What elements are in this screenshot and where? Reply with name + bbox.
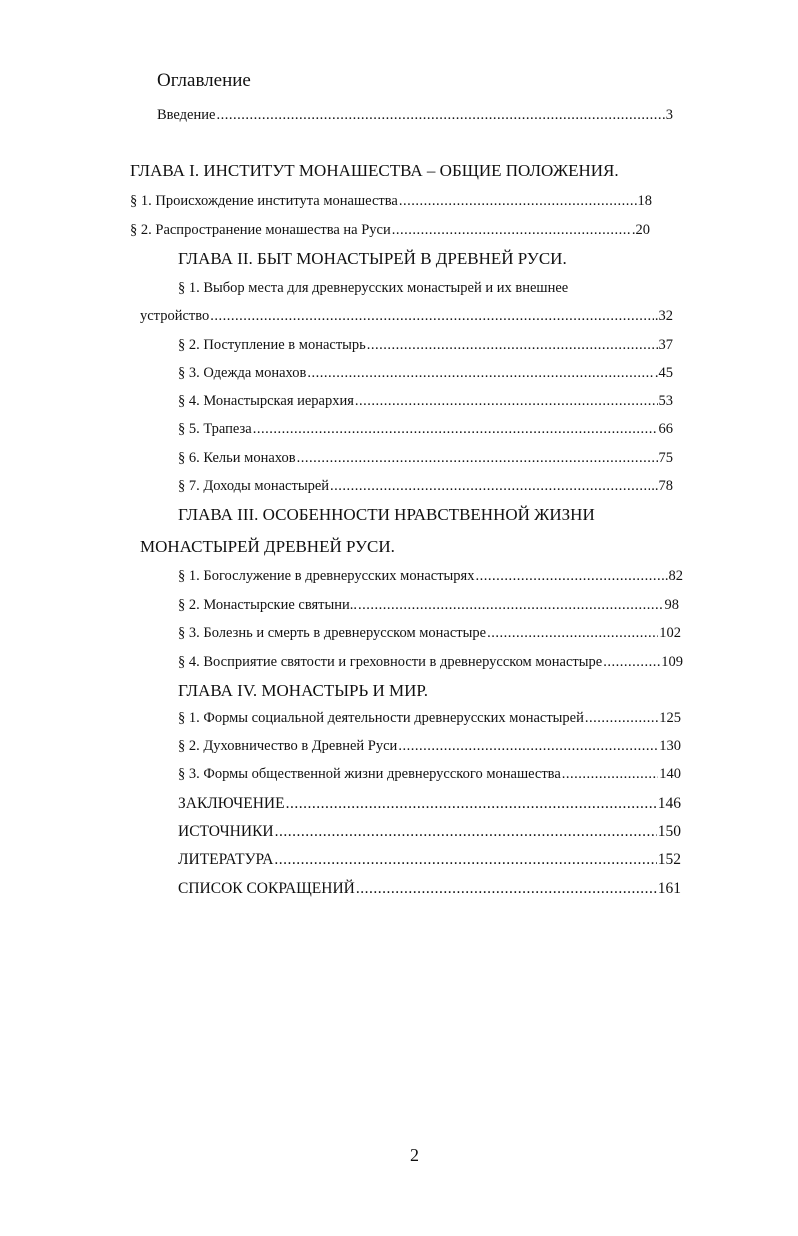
dot-leader xyxy=(585,710,658,727)
toc-entry-label: § 2. Духовничество в Древней Руси xyxy=(178,738,398,754)
dot-leader xyxy=(487,625,658,642)
toc-entry[interactable] xyxy=(178,766,681,783)
toc-entry[interactable] xyxy=(178,625,681,642)
toc-entry-page: ..78 xyxy=(651,478,673,494)
toc-entry[interactable] xyxy=(178,337,673,354)
toc-entry-label: § 2. Распространение монашества на Руси xyxy=(130,222,391,238)
dot-leader xyxy=(210,308,654,325)
dot-leader xyxy=(475,568,663,585)
toc-entry-label: § 3. Одежда монахов xyxy=(178,365,307,381)
chapter-3-title: ГЛАВА III. ОСОБЕННОСТИ НРАВСТВЕННОЙ ЖИЗНИ xyxy=(178,505,595,524)
toc-title: Оглавление xyxy=(157,70,251,91)
toc-entry-page: 140 xyxy=(659,766,681,782)
dot-leader xyxy=(297,450,658,467)
dot-leader xyxy=(307,365,654,382)
toc-entry-page: 125 xyxy=(659,710,681,726)
toc-entry-page: 161 xyxy=(657,880,681,897)
toc-entry-label[interactable]: § 1. Выбор места для древнерусских монастырей и их внешнее xyxy=(178,280,569,296)
toc-entry-label: СПИСОК СОКРАЩЕНИЙ xyxy=(178,880,355,897)
toc-entry-intro[interactable] xyxy=(157,107,673,124)
toc-entry[interactable] xyxy=(178,478,673,495)
toc-entry[interactable] xyxy=(178,421,673,438)
toc-entry-label-continued: устройство xyxy=(140,308,210,324)
dot-leader xyxy=(399,193,637,210)
toc-entry[interactable] xyxy=(178,450,673,467)
toc-entry-page: .32 xyxy=(654,308,673,324)
chapter-2-title: ГЛАВА II. БЫТ МОНАСТЫРЕЙ В ДРЕВНЕЙ РУСИ. xyxy=(178,249,567,268)
dot-leader xyxy=(355,393,658,410)
toc-entry-label: § 1. Происхождение института монашества xyxy=(130,193,398,209)
toc-entry-page: 66 xyxy=(658,421,673,437)
toc-entry[interactable] xyxy=(178,738,681,755)
toc-entry-page: 109 xyxy=(661,654,683,670)
dot-leader xyxy=(392,222,631,239)
toc-entry[interactable] xyxy=(178,710,681,727)
toc-entry-page: 18 xyxy=(637,193,652,209)
toc-entry[interactable] xyxy=(178,393,673,410)
page-number: 2 xyxy=(410,1145,419,1165)
toc-entry-page: .82 xyxy=(664,568,683,584)
dot-leader xyxy=(274,851,656,869)
toc-entry-page: 150 xyxy=(657,823,681,840)
toc-entry-page: 130 xyxy=(659,738,681,754)
toc-entry-page: 102 xyxy=(659,625,681,641)
toc-entry[interactable] xyxy=(178,654,683,671)
toc-entry-label: § 3. Формы общественной жизни древнерусского монашества xyxy=(178,766,561,782)
toc-entry-label: § 2. Поступление в монастырь xyxy=(178,337,366,353)
toc-entry-literature[interactable] xyxy=(178,851,681,869)
dot-leader xyxy=(603,654,660,671)
toc-entry-label: ЛИТЕРАТУРА xyxy=(178,851,274,868)
chapter-4-title: ГЛАВА IV. МОНАСТЫРЬ И МИР. xyxy=(178,681,429,700)
toc-entry-page: .45 xyxy=(654,365,673,381)
dot-leader xyxy=(286,795,657,813)
toc-entry-label: § 6. Кельи монахов xyxy=(178,450,296,466)
toc-entry-label: § 5. Трапеза xyxy=(178,421,252,437)
toc-entry-abbreviations[interactable] xyxy=(178,880,681,898)
toc-entry-page: 75 xyxy=(658,450,673,466)
chapter-3-title-continued: МОНАСТЫРЕЙ ДРЕВНЕЙ РУСИ. xyxy=(140,537,395,556)
toc-entry-page: 152 xyxy=(657,851,681,868)
dot-leader xyxy=(367,337,658,354)
toc-entry-page: 146 xyxy=(657,795,681,812)
dot-leader xyxy=(358,597,663,614)
dot-leader xyxy=(253,421,658,438)
dot-leader xyxy=(330,478,650,495)
toc-entry-label: § 4. Монастырская иерархия xyxy=(178,393,354,409)
toc-entry-page: 53 xyxy=(658,393,673,409)
toc-entry-label: Введение xyxy=(157,107,216,123)
toc-entry-label: § 2. Монастырские святыни.. xyxy=(178,597,358,613)
dot-leader xyxy=(562,766,658,783)
toc-entry-label: ЗАКЛЮЧЕНИЕ xyxy=(178,795,285,812)
chapter-1-title: ГЛАВА I. ИНСТИТУТ МОНАШЕСТВА – ОБЩИЕ ПОЛОЖЕНИЯ. xyxy=(130,161,619,180)
toc-entry-label: ИСТОЧНИКИ xyxy=(178,823,274,840)
dot-leader xyxy=(398,738,658,755)
toc-entry-label: § 4. Восприятие святости и греховности в древнерусском монастыре xyxy=(178,654,603,670)
toc-entry-label: § 1. Формы социальной деятельности древнерусских монастырей xyxy=(178,710,584,726)
toc-entry-label: § 7. Доходы монастырей xyxy=(178,478,330,494)
toc-entry[interactable] xyxy=(178,568,683,585)
dot-leader xyxy=(275,823,657,841)
dot-leader xyxy=(356,880,657,898)
toc-entry[interactable] xyxy=(178,365,673,382)
toc-entry-conclusion[interactable] xyxy=(178,795,681,813)
toc-entry[interactable] xyxy=(178,597,679,614)
toc-entry-page: 3 xyxy=(665,107,673,123)
toc-entry-page: 37 xyxy=(658,337,673,353)
toc-entry[interactable] xyxy=(130,222,650,239)
dot-leader xyxy=(216,107,664,124)
toc-entry-sources[interactable] xyxy=(178,823,681,841)
toc-entry-label: § 3. Болезнь и смерть в древнерусском монастыре xyxy=(178,625,487,641)
toc-entry-page: .20 xyxy=(631,222,650,238)
toc-entry-label: § 1. Богослужение в древнерусских монастырях xyxy=(178,568,475,584)
toc-entry-page: 98 xyxy=(664,597,679,613)
toc-entry[interactable] xyxy=(140,308,673,325)
toc-entry[interactable] xyxy=(130,193,652,210)
